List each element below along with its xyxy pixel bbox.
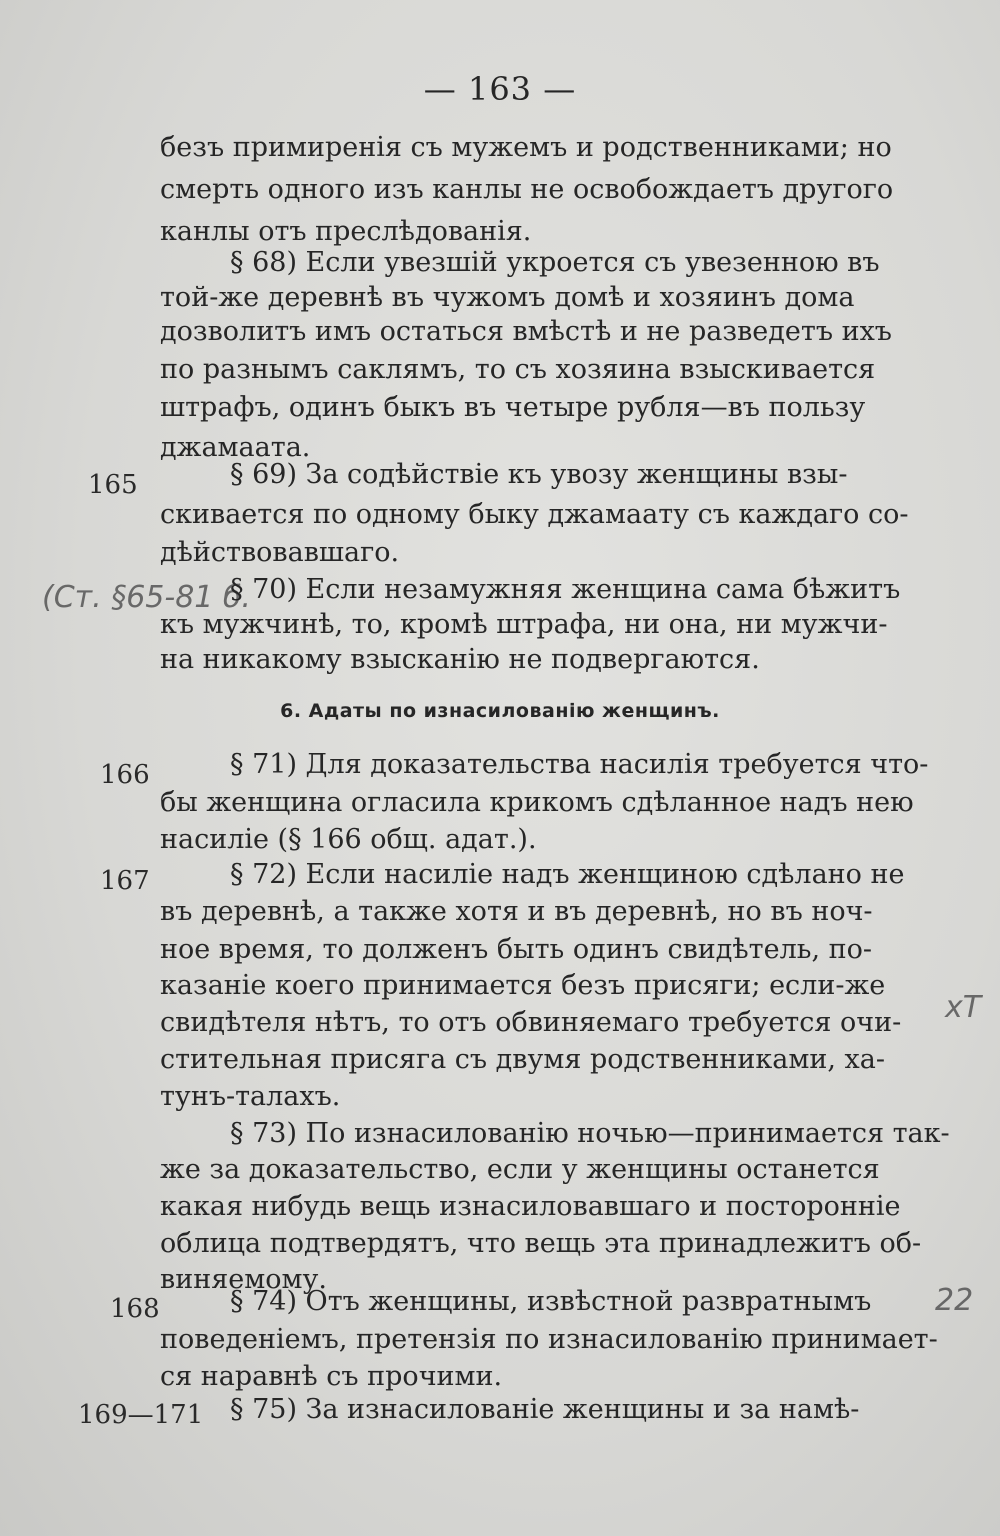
text-line: § 75) За изнасилованіе женщины и за намѣ- (230, 1394, 860, 1425)
pencil-annotation: хТ (945, 990, 982, 1025)
text-line: въ деревнѣ, а также хотя и въ деревнѣ, но въ ноч- (160, 896, 873, 927)
text-line: дѣйствовавшаго. (160, 537, 400, 568)
text-line: къ мужчинѣ, то, кромѣ штрафа, ни она, ни мужчи- (160, 609, 888, 640)
margin-number: 166 (100, 760, 150, 790)
text-line: § 70) Если незамужняя женщина сама бѣжитъ (230, 574, 901, 605)
text-line: § 69) За содѣйствіе къ увозу женщины взы- (230, 459, 848, 490)
page-number: — 163 — (423, 70, 577, 108)
text-line: же за доказательство, если у женщины останется (160, 1154, 880, 1185)
text-line: § 72) Если насиліе надъ женщиною сдѣлано не (230, 859, 905, 890)
text-line: джамаата. (160, 432, 311, 463)
text-line: смерть одного изъ канлы не освобождаетъ другого (160, 174, 894, 205)
text-line: § 68) Если увезшій укроется съ увезенною въ (230, 247, 880, 278)
margin-number: 169—171 (78, 1400, 204, 1430)
text-line: насиліе (§ 166 общ. адат.). (160, 824, 537, 855)
text-line: ся наравнѣ съ прочими. (160, 1361, 503, 1392)
text-line: § 73) По изнасилованію ночью—принимается так- (230, 1118, 950, 1149)
text-line: какая нибудь вещь изнасиловавшаго и посторонніе (160, 1191, 901, 1222)
text-line: на никакому взысканію не подвергаются. (160, 644, 760, 675)
text-line: казаніе коего принимается безъ присяги; если-же (160, 970, 886, 1001)
margin-number: 165 (88, 470, 138, 500)
text-line: облица подтвердятъ, что вещь эта принадлежитъ об- (160, 1228, 922, 1259)
pencil-annotation: 22 (935, 1283, 974, 1318)
text-line: по разнымъ саклямъ, то съ хозяина взыскивается (160, 354, 876, 385)
text-line: виняемому. (160, 1264, 327, 1295)
text-line: дозволитъ имъ остаться вмѣстѣ и не разведетъ ихъ (160, 316, 892, 347)
text-line: § 74) Отъ женщины, извѣстной развратнымъ (230, 1286, 872, 1317)
text-line: бы женщина огласила крикомъ сдѣланное надъ нею (160, 787, 914, 818)
text-line: поведеніемъ, претензія по изнасилованію принимает- (160, 1324, 938, 1355)
section-heading: 6. Адаты по изнасилованію женщинъ. (280, 700, 720, 722)
text-line: свидѣтеля нѣтъ, то отъ обвиняемаго требуется очи- (160, 1007, 902, 1038)
text-line: канлы отъ преслѣдованія. (160, 216, 532, 247)
text-line: тунъ-талахъ. (160, 1081, 341, 1112)
margin-number: 168 (110, 1294, 160, 1324)
text-line: безъ примиренія съ мужемъ и родственниками; но (160, 132, 892, 163)
text-line: ное время, то долженъ быть одинъ свидѣтель, по- (160, 934, 872, 965)
text-line: скивается по одному быку джамаату съ каждаго со- (160, 499, 909, 530)
text-line: стительная присяга съ двумя родственниками, ха- (160, 1044, 885, 1075)
text-line: штрафъ, одинъ быкъ въ четыре рубля—въ пользу (160, 392, 866, 423)
text-line: той-же деревнѣ въ чужомъ домѣ и хозяинъ дома (160, 282, 855, 313)
pencil-annotation: (Ст. §65-81 б. (42, 580, 251, 615)
margin-number: 167 (100, 866, 150, 896)
text-line: § 71) Для доказательства насилія требуется что- (230, 749, 929, 780)
